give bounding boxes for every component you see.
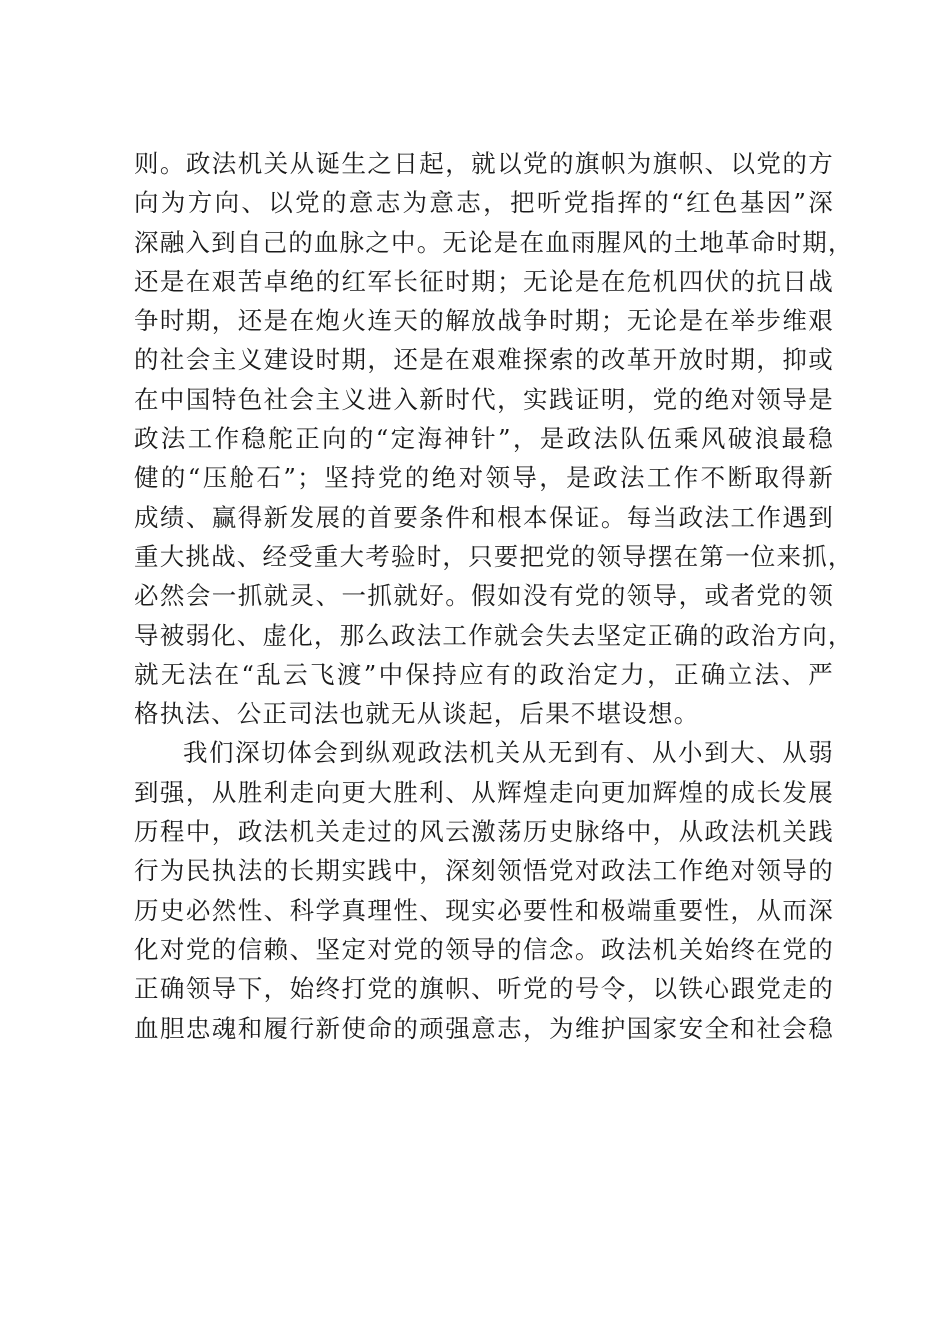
- paragraph-2: [134, 733, 834, 1047]
- text-line: 行为民执法的长期实践中，深刻领悟党对政法工作绝对领导的: [134, 856, 834, 886]
- document-body: [134, 144, 854, 1048]
- text-line: 争时期，还是在炮火连天的解放战争时期；无论是在举步维艰: [134, 306, 834, 336]
- text-line: 化对党的信赖、坚定对党的领导的信念。政法机关始终在党的: [134, 934, 834, 964]
- text-line: 向为方向、以党的意志为意志，把听党指挥的“红色基因”深: [134, 188, 834, 218]
- text-line: 历史必然性、科学真理性、现实必要性和极端重要性，从而深: [134, 895, 834, 925]
- text-line: 健的“压舱石”；坚持党的绝对领导，是政法工作不断取得新: [134, 463, 834, 493]
- text-line: 还是在艰苦卓绝的红军长征时期；无论是在危机四伏的抗日战: [134, 266, 834, 296]
- text-line: 导被弱化、虚化，那么政法工作就会失去坚定正确的政治方向，: [134, 620, 854, 650]
- text-line: 就无法在“乱云飞渡”中保持应有的政治定力，正确立法、严: [134, 659, 834, 689]
- text-line: 到强，从胜利走向更大胜利、从辉煌走向更加辉煌的成长发展: [134, 777, 834, 807]
- text-line: 我们深切体会到纵观政法机关从无到有、从小到大、从弱: [183, 738, 834, 768]
- text-line: 必然会一抓就灵、一抓就好。假如没有党的领导，或者党的领: [134, 581, 834, 611]
- text-line: 在中国特色社会主义进入新时代，实践证明，党的绝对领导是: [134, 384, 834, 414]
- text-line: 格执法、公正司法也就无从谈起，后果不堪设想。: [134, 699, 700, 729]
- text-line: 深融入到自己的血脉之中。无论是在血雨腥风的土地革命时期，: [134, 227, 854, 257]
- text-line: 则。政法机关从诞生之日起，就以党的旗帜为旗帜、以党的方: [134, 149, 834, 178]
- text-line: 血胆忠魂和履行新使命的顽强意志，为维护国家安全和社会稳: [134, 1013, 834, 1043]
- text-line: 正确领导下，始终打党的旗帜、听党的号令，以铁心跟党走的: [134, 974, 834, 1004]
- text-line: 重大挑战、经受重大考验时，只要把党的领导摆在第一位来抓，: [134, 541, 854, 571]
- paragraph-1: [134, 144, 854, 733]
- text-line: 的社会主义建设时期，还是在艰难探索的改革开放时期，抑或: [134, 345, 834, 375]
- text-line: 政法工作稳舵正向的“定海神针”，是政法队伍乘风破浪最稳: [134, 424, 834, 454]
- text-line: 历程中，政法机关走过的风云激荡历史脉络中，从政法机关践: [134, 817, 834, 847]
- text-line: 成绩、赢得新发展的首要条件和根本保证。每当政法工作遇到: [134, 502, 834, 532]
